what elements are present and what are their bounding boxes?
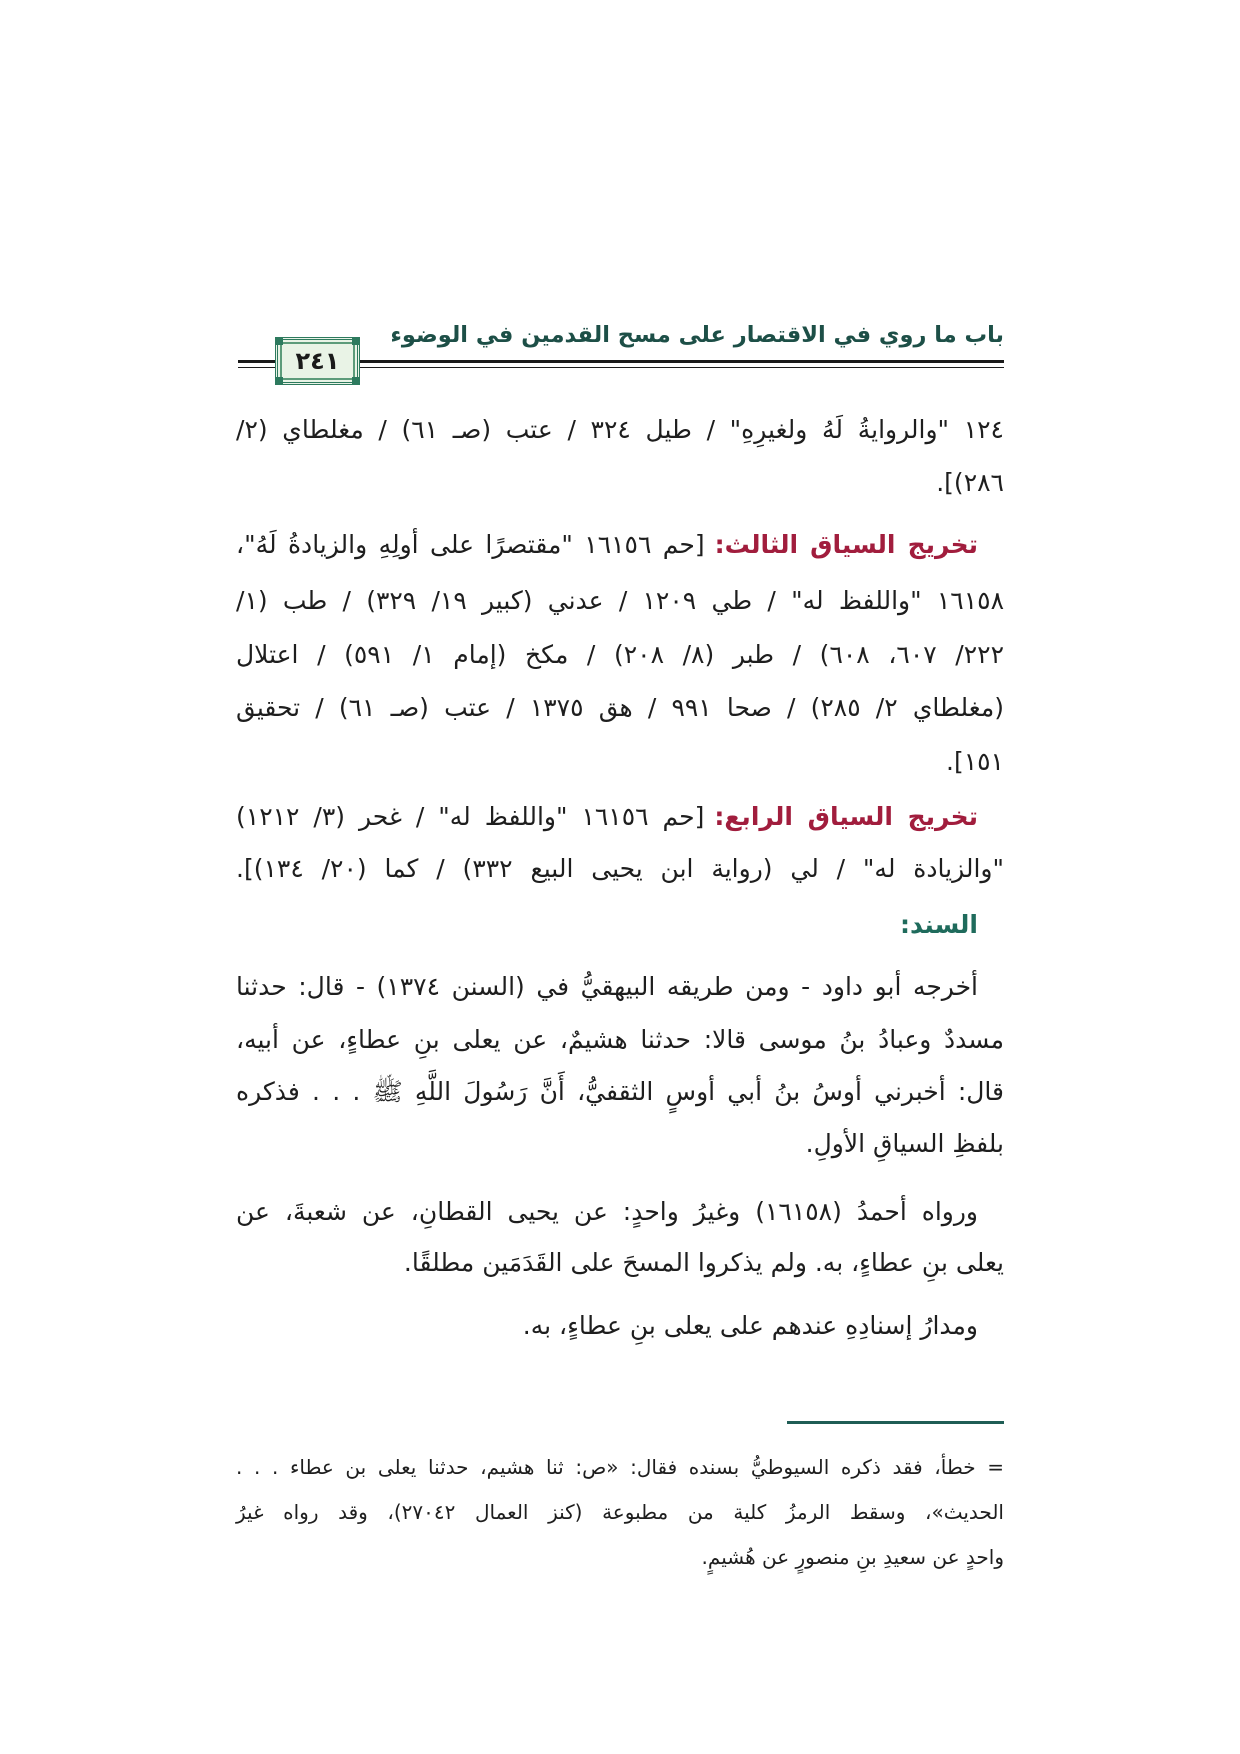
- text-line: (مغلطاي ٢/ ٢٨٥) / صحا ٩٩١ / هق ١٣٧٥ / عتب (صـ ٦١) / تحقيق: [236, 693, 1004, 722]
- text-run: [حم ١٦١٥٦ "واللفظ له" / غحر (٣/ ١٢١٢): [236, 802, 705, 831]
- frame-corner-ornament: [352, 377, 359, 384]
- header-rule-left: [238, 360, 275, 368]
- text-line: قال: أخبرني أوسُ بنُ أبي أوسٍ الثقفيُّ، أَنَّ رَسُولَ اللَّهِ ﷺ . . . فذكره: [236, 1077, 1004, 1106]
- text-line: ومدارُ إسنادِهِ عندهم على يعلى بنِ عطاءٍ، به.: [522, 1311, 978, 1340]
- footnote-line: واحدٍ عن سعيدِ بنِ منصورٍ عن هُشيمٍ.: [701, 1545, 1004, 1569]
- text-line: ١٦١٥٨ "واللفظ له" / طي ١٢٠٩ / عدني (كبير ١٩/ ٣٢٩) / طب (١/: [236, 586, 1004, 615]
- page-number-frame: [275, 337, 360, 385]
- text-run: [حم ١٦١٥٦ "مقتصرًا على أولِهِ والزيادةُ لَهُ"،: [236, 530, 705, 559]
- text-line: ٢٢٢/ ٦٠٧، ٦٠٨) / طبر (٨/ ٢٠٨) / مكخ (إمام ١/ ٥٩١) / اعتلال: [236, 640, 1005, 669]
- text-line: "والزيادة له" / لي (رواية ابن يحيى البيع ٣٣٢) / كما (٢٠/ ١٣٤)].: [236, 854, 1005, 883]
- takhrij-fourth-first-line: [236, 796, 1004, 838]
- text-line: ٢٨٦)].: [936, 468, 1004, 497]
- text-line: مسددٌ وعبادُ بنُ موسى قالا: حدثنا هشيمٌ، عن يعلى بنِ عطاءٍ، عن أبيه،: [236, 1025, 1004, 1054]
- frame-corner-ornament: [276, 338, 283, 345]
- text-line: يعلى بنِ عطاءٍ، به. ولم يذكروا المسحَ على القَدَمَين مطلقًا.: [403, 1248, 1004, 1277]
- sanad-heading: السند:: [899, 910, 978, 939]
- text-line: ١٢٤ "والروايةُ لَهُ ولغيرِهِ" / طيل ٣٢٤ / عتب (صـ ٦١) / مغلطاي (٢/: [236, 415, 1004, 444]
- text-line: ورواه أحمدُ (١٦١٥٨) وغيرُ واحدٍ: عن يحيى القطانِ، عن شعبةَ، عن: [236, 1197, 979, 1226]
- takhrij-third-heading: تخريج السياق الثالث:: [714, 530, 978, 559]
- text-line: ١٥١].: [946, 747, 1004, 776]
- footnote-line: الحديث»، وسقط الرمزُ كلية من مطبوعة (كنز العمال ٢٧٠٤٢)، وقد رواه غيرُ: [236, 1500, 1004, 1524]
- frame-corner-ornament: [276, 377, 283, 384]
- takhrij-third-first-line: [236, 524, 1004, 566]
- footnote-separator: [787, 1421, 1004, 1424]
- header-rule-right: [360, 360, 1004, 368]
- text-line: بلفظِ السياقِ الأولِ.: [805, 1129, 1004, 1158]
- frame-corner-ornament: [352, 338, 359, 345]
- takhrij-fourth-heading: تخريج السياق الرابع:: [714, 802, 978, 831]
- page-number: ٢٤١: [295, 347, 340, 375]
- sanad-heading-line: [236, 904, 1004, 946]
- running-title: باب ما روي في الاقتصار على مسح القدمين في الوضوء: [390, 322, 1004, 348]
- footnote-line: = خطأ، فقد ذكره السيوطيُّ بسنده فقال: «ص: ثنا هشيم، حدثنا يعلى بن عطاء . . .: [236, 1455, 1004, 1479]
- text-line: أخرجه أبو داود - ومن طريقه البيهقيُّ في (السنن ١٣٧٤) - قال: حدثنا: [236, 972, 979, 1001]
